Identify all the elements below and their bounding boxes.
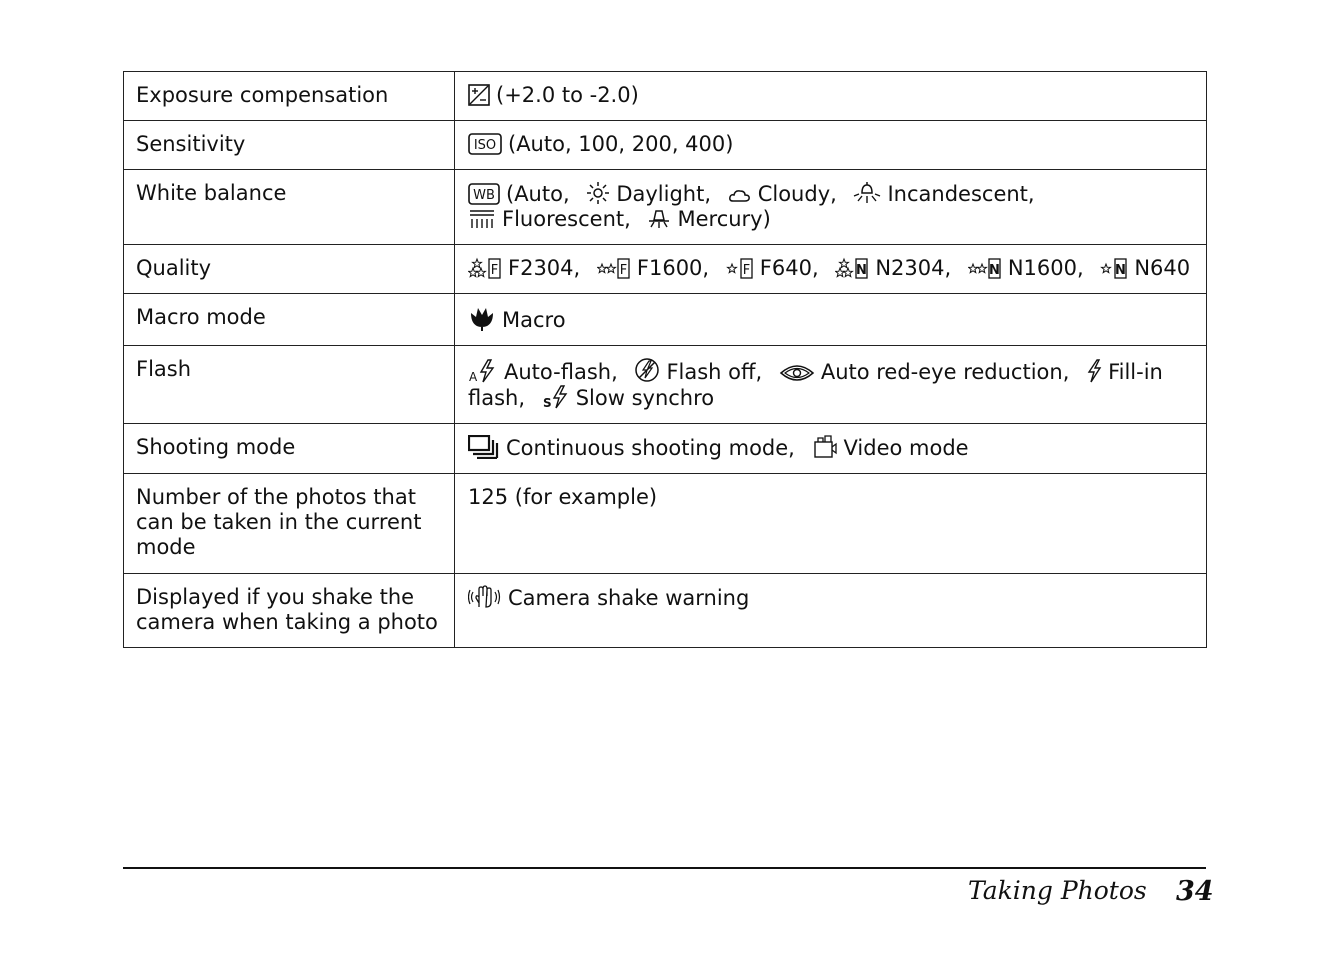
auto-flash-icon xyxy=(468,359,498,383)
exposure-compensation-icon xyxy=(468,84,490,106)
camera-shake-icon xyxy=(468,585,502,609)
wb-icon xyxy=(468,183,500,205)
row-label: Exposure compensation xyxy=(124,72,455,121)
row-value: (+2.0 to -2.0) xyxy=(455,72,1207,121)
table-row xyxy=(124,245,1207,294)
svg-text:F: F xyxy=(619,263,628,278)
fluorescent-icon xyxy=(468,208,496,230)
mercury-icon xyxy=(647,208,671,230)
macro-flower-icon xyxy=(468,305,496,331)
table-row xyxy=(124,346,1207,424)
row-value: ISO (Auto, 100, 200, 400) xyxy=(455,121,1207,170)
daylight-icon xyxy=(586,181,610,205)
row-label: Number of the photos that can be taken in the current mode xyxy=(124,474,455,574)
iso-icon xyxy=(468,133,502,155)
row-value: 125 (for example) xyxy=(455,474,1207,574)
quality-1star-fine-icon xyxy=(726,257,754,279)
quality-2star-normal-icon xyxy=(968,257,1002,279)
svg-text:A: A xyxy=(469,370,478,383)
svg-text:F: F xyxy=(742,263,751,278)
fill-in-flash-icon xyxy=(1086,359,1102,383)
table-row xyxy=(124,574,1207,648)
cloudy-icon xyxy=(728,185,752,205)
row-label: Shooting mode xyxy=(124,424,455,474)
slow-synchro-icon xyxy=(542,385,570,409)
settings-table xyxy=(123,71,1207,648)
svg-text:N: N xyxy=(1115,263,1127,278)
row-label: Flash xyxy=(124,346,455,424)
flash-off-icon xyxy=(634,357,660,383)
footer-rule xyxy=(123,867,1206,869)
incandescent-icon xyxy=(853,181,881,205)
table-row xyxy=(124,294,1207,346)
row-label: Sensitivity xyxy=(124,121,455,170)
table-row xyxy=(124,474,1207,574)
table-row xyxy=(124,424,1207,474)
row-value: WB (Auto, Daylight, Cloudy, Incandescent, Fluorescent, Mercury) xyxy=(455,170,1207,245)
quality-3star-fine-icon xyxy=(468,257,502,279)
row-value: F F2304, F F1600, F F640, N N2304, N N1600, N N640 xyxy=(455,245,1207,294)
row-value: Camera shake warning xyxy=(455,574,1207,648)
row-value: A Auto-flash, Flash off, Auto red-eye reduction, Fill-in flash, S Slow synchro xyxy=(455,346,1207,424)
svg-text:N: N xyxy=(856,263,868,278)
row-value: Macro xyxy=(455,294,1207,346)
continuous-shooting-icon xyxy=(468,435,500,459)
page-number: 34 xyxy=(1176,876,1214,907)
quality-3star-normal-icon xyxy=(835,257,869,279)
row-label: Quality xyxy=(124,245,455,294)
table-row xyxy=(124,170,1207,245)
row-label: White balance xyxy=(124,170,455,245)
red-eye-icon xyxy=(779,363,815,383)
table-row xyxy=(124,121,1207,170)
quality-1star-normal-icon xyxy=(1100,257,1128,279)
footer-section-title: Taking Photos xyxy=(968,876,1147,905)
row-label: Displayed if you shake the camera when taking a photo xyxy=(124,574,455,648)
svg-text:F: F xyxy=(490,263,499,278)
svg-text:ISO: ISO xyxy=(473,138,497,153)
svg-text:WB: WB xyxy=(473,188,495,203)
svg-text:N: N xyxy=(988,263,1000,278)
quality-2star-fine-icon xyxy=(597,257,631,279)
row-label: Macro mode xyxy=(124,294,455,346)
row-value: Continuous shooting mode, Video mode xyxy=(455,424,1207,474)
svg-text:S: S xyxy=(542,396,552,409)
video-mode-icon xyxy=(812,435,838,459)
table-row xyxy=(124,72,1207,121)
